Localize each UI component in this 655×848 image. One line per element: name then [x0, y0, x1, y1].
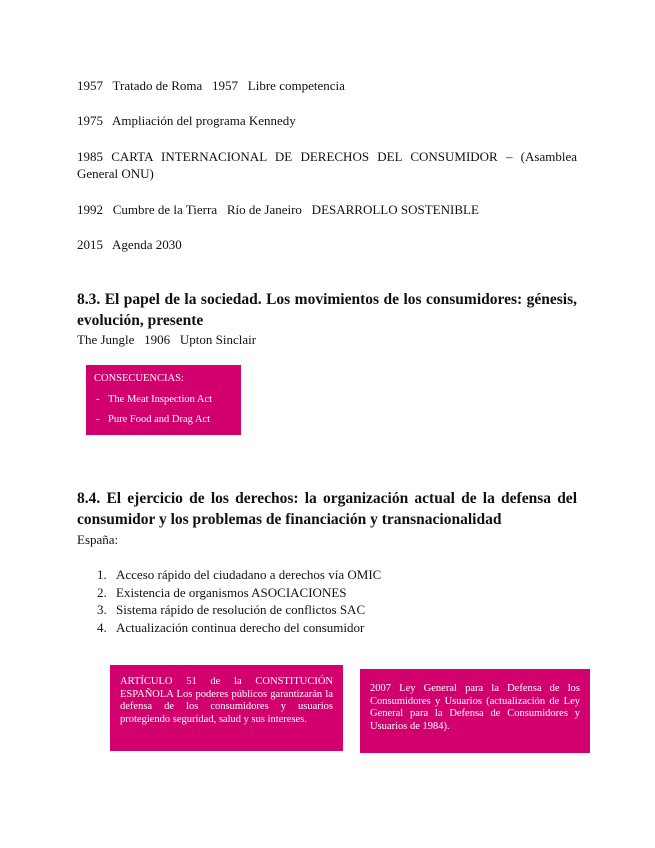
article-51-box: ARTÍCULO 51 de la CONSTITUCIÓN ESPAÑOLA Los poderes públicos garantizarán la defensa de los consumidores y usuarios protegiendo seguridad, salud y sus intereses. [110, 665, 343, 751]
ley-general-box: 2007 Ley General para la Defensa de los Consumidores y Usuarios (actualización de Ley General para la Defensa de Consumidores y Usuarios de 1984). [360, 669, 590, 753]
section-8-3-heading: 8.3. El papel de la sociedad. Los movimientos de los consumidores: génesis, evolución, presente [77, 291, 577, 329]
list-item-number: 1. [97, 567, 107, 582]
consequences-title: CONSECUENCIAS: [94, 373, 184, 384]
list-item [77, 601, 381, 619]
timeline-2015: 2015 Agenda 2030 [77, 237, 182, 252]
list-item-number: 3. [97, 602, 107, 617]
list-item [77, 566, 381, 584]
timeline-1957: 1957 Tratado de Roma 1957 Libre competencia [77, 78, 345, 93]
list-item-text: Existencia de organismos ASOCIACIONES [116, 584, 347, 600]
section-8-3-subline: The Jungle 1906 Upton Sinclair [77, 332, 257, 347]
list-item-number: 2. [97, 584, 107, 600]
list-item [77, 619, 381, 637]
consequences-list [94, 394, 241, 427]
spain-numbered-list [77, 566, 381, 636]
consequence-item: - Pure Food and Drag Act [94, 414, 241, 427]
list-item-text: Sistema rápido de resolución de conflictos SAC [116, 602, 366, 617]
consequences-box [86, 365, 241, 435]
timeline-1992: 1992 Cumbre de la Tierra Río de Janeiro DESARROLLO SOSTENIBLE [77, 202, 479, 217]
section-8-4-subline: España: [77, 532, 119, 547]
list-item [77, 584, 381, 602]
list-item-number: 4. [97, 619, 107, 635]
timeline-1975: 1975 Ampliación del programa Kennedy [77, 113, 296, 128]
section-8-4-heading: 8.4. El ejercicio de los derechos: la organización actual de la defensa del consumidor y los problemas de financiación y transnacionalidad [77, 490, 577, 528]
timeline-1985: 1985 CARTA INTERNACIONAL DE DERECHOS DEL CONSUMIDOR – (Asamblea General ONU) [77, 149, 577, 181]
list-item-text: Actualización continua derecho del consumidor [116, 619, 365, 635]
consequence-item: - The Meat Inspection Act [94, 394, 241, 407]
list-item-text: Acceso rápido del ciudadano a derechos vía OMIC [116, 567, 382, 582]
